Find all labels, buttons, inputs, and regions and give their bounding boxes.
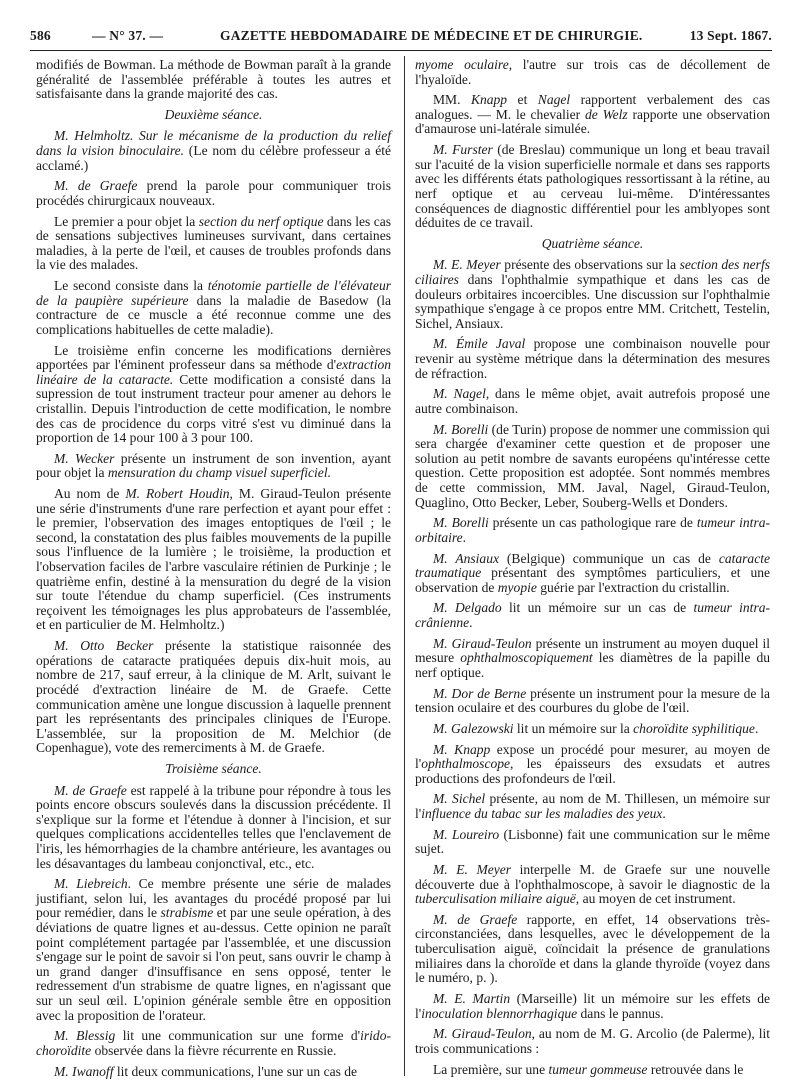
paragraph: La première, sur une tumeur gommeuse retrouvée dans le bbox=[433, 1061, 744, 1077]
paragraph: Au nom de M. Robert Houdin, M. Giraud-Teulon présente une série d'instruments d'une rare perfection et ayant pour effet : le premier, l'observation des images entoptiques de l'œil ; le second, la constatation des plus faibles mouvements de la pupille sous l'influence de la lumière ; le troisième, la production et l'observation faciles de l'arbre vasculaire rétinien de Purkinje ; le quatrième enfin, destiné à la mensuration du degré de la vision sur toute l'étendue du champ superficiel. (Ces instruments reçoivent les témoignages les plus approbateurs de l'assemblée, et en particulier de M. Helmholtz.) bbox=[36, 486, 391, 633]
paragraph: M. Giraud-Teulon présente un instrument au moyen duquel il mesure ophthalmoscopiquement les diamètres de la papille du nerf optique. bbox=[415, 635, 770, 680]
paragraph: M. E. Martin (Marseille) lit un mémoire sur les effets de l'inoculation blennorrhagique dans le pannus. bbox=[415, 990, 770, 1021]
paragraph: M. Émile Javal propose une combinaison nouvelle pour revenir au système métrique dans la détermination des mesures de réfraction. bbox=[415, 336, 770, 381]
paragraph: M. Helmholtz. Sur le mécanisme de la production du relief dans la vision binoculaire. (Le nom du célèbre professeur a été acclamé.) bbox=[36, 128, 391, 173]
paragraph: M. Borelli présente un cas pathologique rare de tumeur intra-orbitaire. bbox=[415, 515, 770, 545]
paragraph: M. Liebreich. Ce membre présente une série de malades justifiant, selon lui, les avantages du procédé proposé par lui pour remédier, dans le strabisme et par une seule opération, à des déviations de quatre lignes et au-dessus. Cette opinion ne paraît point complétement partagée par l'assemblée, et une discussion s'engage sur le point de savoir si l'on peut, sans ouvrir le champ à un grand danger d'insuffisance en sens opposé, tenter le redressement d'un strabisme de quatre lignes, en n'agissant que sur un seul œil. L'opinion générale semble être en opposition avec la proposition de l'orateur. bbox=[36, 876, 391, 1023]
paragraph: M. de Graefe rapporte, en effet, 14 observations très-circonstanciées, dans lesquelles, avec le développement de la tuberculisation aiguë, coïncidait la présence de granulations miliaires dans la choroïde et dans la glande thyroïde (voyez dans le numéro, p. ). bbox=[415, 911, 770, 986]
paragraph: Le troisième enfin concerne les modifications dernières apportées par l'éminent professeur dans sa méthode d'extraction linéaire de la cataracte. Cette modification a consisté dans la supression de tout instrument tracteur pour amener au dehors le cristallin. Depuis l'introduction de cette modification, le nombre des cas de procidence du corps vitré s'est vu diminué dans la proportion de 14 pour 100 à 3 pour 100. bbox=[36, 342, 391, 446]
paragraph: M. Nagel, dans le même objet, avait autrefois proposé une autre combinaison. bbox=[415, 386, 770, 416]
paragraph: M. Giraud-Teulon, au nom de M. G. Arcolio (de Palerme), lit trois communications : bbox=[415, 1026, 770, 1056]
issue-number: — N° 37. — bbox=[92, 28, 164, 43]
paragraph: M. Loureiro (Lisbonne) fait une communication sur le même sujet. bbox=[415, 826, 770, 857]
paragraph: M. Blessig lit une communication sur une forme d'irido-choroïdite observée dans la fièvre récurrente en Russie. bbox=[36, 1028, 391, 1058]
paragraph: Le second consiste dans la ténotomie partielle de l'élévateur de la paupière supérieure dans la maladie de Basedow (la contracture de ce muscle a été reconnue comme une des complications habituelles de cette maladie). bbox=[36, 278, 391, 337]
section-heading: Troisième séance. bbox=[165, 760, 262, 776]
paragraph: M. Borelli (de Turin) propose de nommer une commission qui sera chargée d'examiner cette question et de proposer une solution au petit nombre de savants européens qu'intéresse cette question. Cette proposition est adoptée. Sont nommés membres de cette commission, MM. Javal, Nagel, Giraud-Teulon, Quaglino, Otto Becker, Leber, Souberg-Wells et Donders. bbox=[415, 421, 771, 510]
paragraph: M. Wecker présente un instrument de son invention, ayant pour objet la mensuration du champ visuel superficiel. bbox=[36, 450, 391, 481]
page-number: 586 bbox=[30, 28, 51, 43]
paragraph: M. Furster (de Breslau) communique un long et beau travail sur l'acuité de la vision superficielle normale et dans ses rapports avec les différents états pathologiques ressortissant à la rétine, au nerf optique et au cerveau lui-même. D'intéressantes conséquences de diagnostic différentiel pour les amblyopes sont déduites de ce travail. bbox=[415, 142, 770, 231]
paragraph: M. Sichel présente, au nom de M. Thillesen, un mémoire sur l'influence du tabac sur les maladies des yeux. bbox=[415, 791, 770, 822]
section-heading: Deuxième séance. bbox=[164, 106, 263, 122]
paragraph: M. E. Meyer interpelle M. de Graefe sur une nouvelle découverte due à l'ophthalmoscope, à savoir le diagnostic de la tuberculisation miliaire aiguë, au moyen de cet instrument. bbox=[415, 862, 770, 907]
paragraph: M. Dor de Berne présente un instrument pour la mesure de la tension oculaire et des courbures du globe de l'œil. bbox=[415, 685, 770, 716]
column-divider bbox=[404, 56, 405, 1076]
paragraph: myome oculaire, l'autre sur trois cas de décollement de l'hyaloïde. bbox=[415, 57, 770, 87]
paragraph: M. Delgado lit un mémoire sur un cas de tumeur intra-crânienne. bbox=[415, 600, 770, 631]
section-heading: Quatrième séance. bbox=[541, 235, 644, 251]
paragraph: M. Otto Becker présente la statistique raisonnée des opérations de cataracte pratiquées depuis dix-huit mois, au nombre de 217, sauf erreur, à la clinique de M. Arlt, suivant le procédé d'extraction linéaire de M. de Graefe. Cette communication amène une longue discussion à laquelle prennent part les représentants des principales cliniques de l'Europe. L'assemblée, sur la proposition de M. Melchior (de Copenhague), vote des remerciments à M. de Graefe. bbox=[36, 638, 391, 756]
paragraph: Le premier a pour objet la section du nerf optique dans les cas de sensations subjectives lumineuses survivant, dans certaines maladies, à la perte de l'œil, et causes de troubles profonds dans la vie des malades. bbox=[36, 213, 391, 273]
paragraph: M. E. Meyer présente des observations sur la section des nerfs ciliaires dans l'ophthalmie sympathique et dans les cas de douleurs orbitaires incoercibles. Une discussion sur l'ophthalmie sympathique s'engage à ce propos entre MM. Critchett, Testelin, Sichel, Ansiaux. bbox=[415, 257, 770, 331]
paragraph: M. Iwanoff lit deux communications, l'une sur un cas de bbox=[54, 1063, 358, 1079]
right-column bbox=[415, 58, 770, 1083]
running-header bbox=[30, 28, 772, 46]
paragraph: M. Galezowski lit un mémoire sur la choroïdite syphilitique. bbox=[433, 720, 759, 736]
paragraph: modifiés de Bowman. La méthode de Bowman paraît à la grande généralité de l'assemblée préférable à toutes les autres et satisfaisante dans la grande majorité des cas. bbox=[36, 57, 391, 102]
paragraph: M. Ansiaux (Belgique) communique un cas de cataracte traumatique présentant des symptômes particuliers, et une observation de myopie guérie par l'extraction du cristallin. bbox=[415, 550, 770, 595]
paragraph: M. Knapp expose un procédé pour mesurer, au moyen de l'ophthalmoscope, les épaisseurs des exsudats et autres productions des profondeurs de l'œil. bbox=[415, 741, 770, 786]
left-column bbox=[36, 58, 391, 1085]
journal-title: GAZETTE HEBDOMADAIRE DE MÉDECINE ET DE CHIRURGIE. bbox=[220, 28, 643, 43]
paragraph: MM. Knapp et Nagel rapportent verbalement des cas analogues. — M. le chevalier de Welz rapporte une observation d'amaurose uni-latérale simulée. bbox=[415, 92, 770, 137]
issue-date: 13 Sept. 1867. bbox=[689, 28, 772, 43]
header-rule bbox=[30, 50, 772, 51]
paragraph: M. de Graefe est rappelé à la tribune pour répondre à tous les points encore obscurs soulevés dans la discussion précédente. Il s'explique sur la forme et l'étendue à donner à l'incision, et sur quelques complications accidentelles telles que l'enclavement de l'iris, les hémorrhagies de la chambre antérieure, les avantages ou les désavantages du lambeau conjonctival, etc., etc. bbox=[36, 782, 391, 871]
paragraph: M. de Graefe prend la parole pour communiquer trois procédés chirurgicaux nouveaux. bbox=[36, 178, 391, 208]
